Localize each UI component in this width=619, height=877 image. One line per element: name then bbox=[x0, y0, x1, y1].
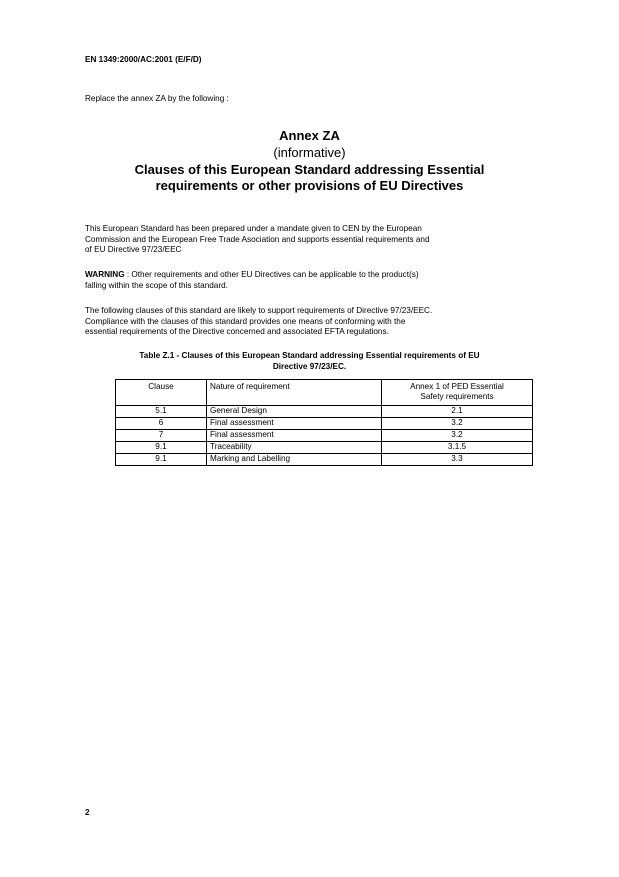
document-reference: EN 1349:2000/AC:2001 (E/F/D) bbox=[85, 55, 202, 64]
cell-nature: Final assessment bbox=[207, 430, 382, 442]
page-number: 2 bbox=[85, 808, 90, 817]
cell-annex: 3.3 bbox=[382, 454, 533, 466]
table-header-row bbox=[116, 380, 533, 406]
clauses-table bbox=[115, 379, 533, 466]
annex-heading bbox=[85, 162, 534, 193]
header-clause: Clause bbox=[116, 380, 207, 406]
cell-clause: 5.1 bbox=[116, 406, 207, 418]
paragraph-line: essential requirements of the Directive concerned and associated EFTA regulations. bbox=[85, 327, 389, 336]
annex-title: Annex ZA bbox=[279, 128, 340, 143]
cell-nature: Marking and Labelling bbox=[207, 454, 382, 466]
intro-text: Replace the annex ZA by the following : bbox=[85, 94, 229, 103]
warning-label: WARNING bbox=[85, 270, 125, 279]
paragraph-line: falling within the scope of this standard. bbox=[85, 280, 228, 290]
table-row bbox=[116, 406, 533, 418]
table-row bbox=[116, 418, 533, 430]
cell-clause: 9.1 bbox=[116, 454, 207, 466]
cell-clause: 9.1 bbox=[116, 442, 207, 454]
header-annex-line: Annex 1 of PED Essential bbox=[410, 382, 504, 391]
cell-annex: 3.1.5 bbox=[382, 442, 533, 454]
paragraph-line: of EU Directive 97/23/EEC bbox=[85, 245, 182, 254]
table-caption bbox=[85, 351, 534, 372]
cell-annex: 3.2 bbox=[382, 430, 533, 442]
cell-annex: 2.1 bbox=[382, 406, 533, 418]
table-row bbox=[116, 454, 533, 466]
cell-annex: 3.2 bbox=[382, 418, 533, 430]
annex-heading-line: requirements or other provisions of EU Directives bbox=[155, 177, 464, 193]
caption-line: Directive 97/23/EC. bbox=[272, 361, 347, 371]
cell-clause: 7 bbox=[116, 430, 207, 442]
table-row bbox=[116, 442, 533, 454]
clauses-paragraph bbox=[85, 306, 533, 338]
mandate-paragraph bbox=[85, 224, 533, 256]
header-annex-line: Safety requirements bbox=[420, 392, 494, 401]
paragraph-line: This European Standard has been prepared under a mandate given to CEN by the European bbox=[85, 224, 422, 233]
cell-nature: Final assessment bbox=[207, 418, 382, 430]
caption-line: Table Z.1 - Clauses of this European Standard addressing Essential requirements of EU bbox=[139, 351, 480, 360]
paragraph-line: The following clauses of this standard are likely to support requirements of Directive 97/23/EEC. bbox=[85, 306, 433, 315]
header-nature: Nature of requirement bbox=[207, 380, 382, 406]
paragraph-line bbox=[85, 270, 533, 281]
cell-clause: 6 bbox=[116, 418, 207, 430]
header-annex bbox=[382, 380, 533, 406]
annex-heading-line: Clauses of this European Standard addressing Essential bbox=[134, 162, 485, 177]
paragraph-line: Compliance with the clauses of this standard provides one means of conforming with the bbox=[85, 316, 406, 326]
warning-paragraph bbox=[85, 270, 533, 291]
cell-nature: General Design bbox=[207, 406, 382, 418]
paragraph-line: Commission and the European Free Trade Asociation and supports essential requirements and bbox=[85, 234, 430, 244]
table-row bbox=[116, 430, 533, 442]
warning-text: : Other requirements and other EU Directives can be applicable to the product(s) bbox=[124, 270, 419, 279]
cell-nature: Traceability bbox=[207, 442, 382, 454]
annex-subtitle: (informative) bbox=[273, 145, 346, 160]
